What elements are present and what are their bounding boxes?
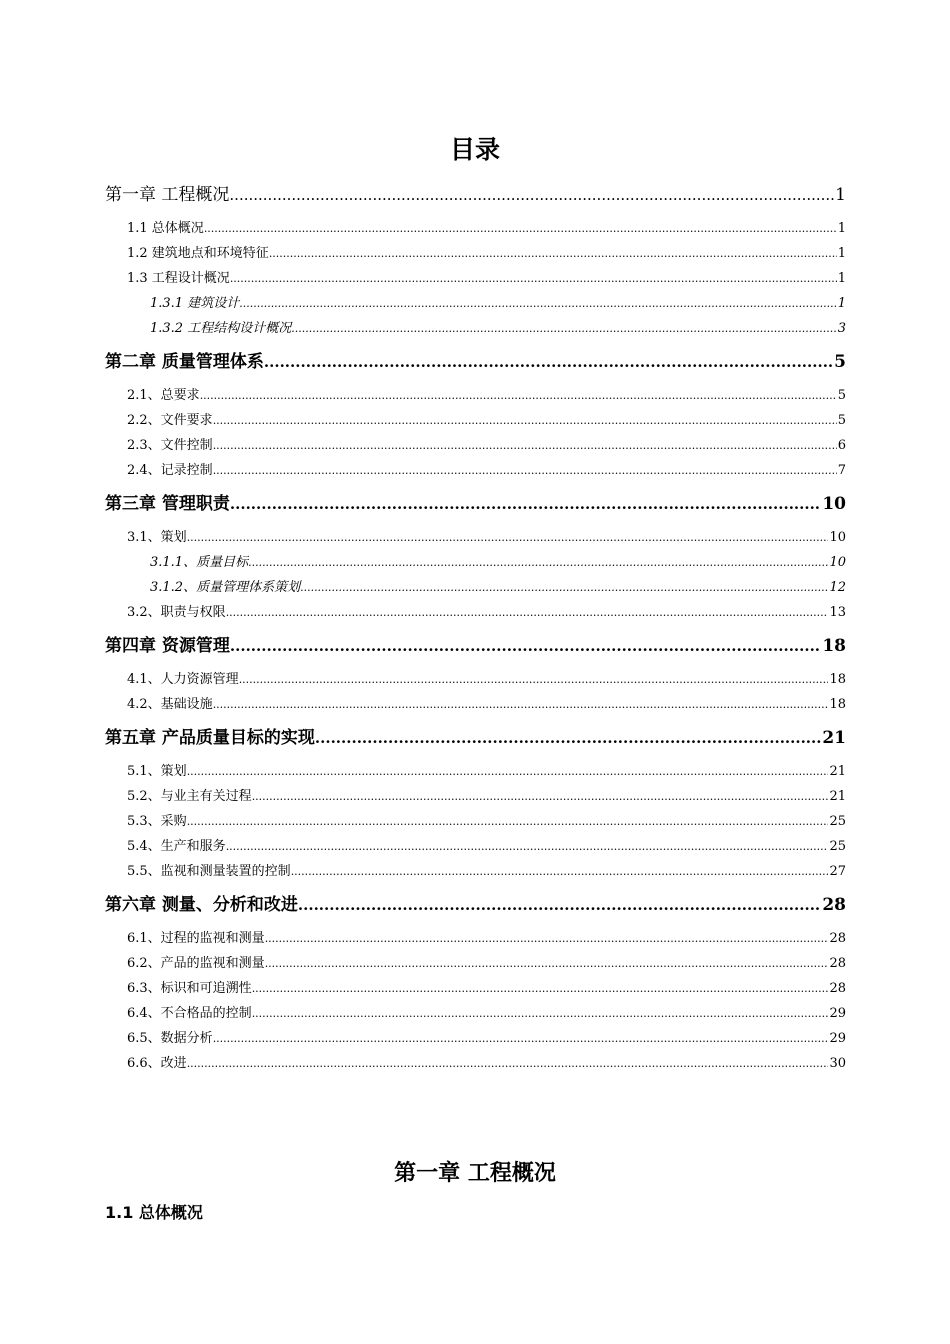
toc-page-number: 18 [829,697,846,712]
toc-leader-dots [200,383,837,408]
toc-chapter-entry[interactable] [105,723,846,757]
toc-page-number: 21 [829,764,846,779]
toc-page-number: 5 [837,413,846,428]
toc-subsection-entry[interactable] [105,316,846,341]
toc-page-number: 28 [829,956,846,971]
toc-section-entry[interactable] [105,667,846,692]
toc-entry-label: 3.1、策划 [127,530,187,545]
table-of-contents [105,180,846,1076]
toc-section-entry[interactable] [105,458,846,483]
toc-section-entry[interactable] [105,784,846,809]
toc-entry-label: 1.3 工程设计概况 [127,271,230,286]
toc-section-entry[interactable] [105,383,846,408]
toc-subsection-entry[interactable] [105,550,846,575]
toc-entry-label: 6.1、过程的监视和测量 [127,931,265,946]
toc-page-number: 18 [822,636,846,656]
toc-entry-label: 1.2 建筑地点和环境特征 [127,246,269,261]
toc-subsection-entry[interactable] [105,291,846,316]
toc-leader-dots [213,408,837,433]
toc-entry-label: 3.1.2、质量管理体系策划 [150,580,301,595]
toc-entry-label: 5.4、生产和服务 [127,839,226,854]
toc-page-number: 21 [822,728,846,748]
toc-leader-dots [187,759,829,784]
toc-section-entry[interactable] [105,692,846,717]
toc-entry-label: 1.3.1 建筑设计 [150,296,240,311]
toc-leader-dots [265,951,829,976]
toc-page-number: 29 [829,1031,846,1046]
toc-leader-dots [213,1026,829,1051]
chapter-heading: 第一章 工程概况 [394,1161,556,1186]
toc-entry-label: 4.2、基础设施 [127,697,213,712]
toc-entry-label: 6.3、标识和可追溯性 [127,981,252,996]
toc-entry-label: 6.4、不合格品的控制 [127,1006,252,1021]
toc-leader-dots [230,266,837,291]
toc-entry-label: 第六章 测量、分析和改进 [105,895,298,915]
toc-section-entry[interactable] [105,216,846,241]
toc-entry-label: 第三章 管理职责 [105,494,230,514]
toc-page-number: 1 [837,271,846,286]
toc-entry-label: 6.5、数据分析 [127,1031,213,1046]
toc-section-entry[interactable] [105,759,846,784]
toc-chapter-entry[interactable] [105,489,846,523]
toc-section-entry[interactable] [105,433,846,458]
toc-leader-dots [269,241,837,266]
toc-page-number: 5 [837,388,846,403]
toc-page-number: 13 [829,605,846,620]
toc-page-number: 12 [829,580,846,595]
toc-page-number: 1 [837,246,846,261]
toc-page-number: 3 [837,321,846,336]
toc-chapter-entry[interactable] [105,180,846,214]
toc-chapter-entry[interactable] [105,347,846,381]
toc-page-number: 18 [829,672,846,687]
toc-section-entry[interactable] [105,241,846,266]
toc-entry-label: 4.1、人力资源管理 [127,672,239,687]
toc-section-entry[interactable] [105,859,846,884]
toc-entry-label: 5.1、策划 [127,764,187,779]
toc-page-number: 10 [829,555,846,570]
toc-page-number: 27 [829,864,846,879]
toc-page-number: 1 [835,185,846,205]
toc-page-number: 28 [829,931,846,946]
toc-page-number: 5 [834,352,846,372]
toc-entry-label: 6.2、产品的监视和测量 [127,956,265,971]
toc-leader-dots [230,489,821,519]
toc-title: 目录 [449,135,500,164]
toc-leader-dots [252,1001,829,1026]
toc-leader-dots [315,723,821,753]
toc-leader-dots [226,600,829,625]
toc-entry-label: 5.2、与业主有关过程 [127,789,252,804]
toc-leader-dots [239,291,837,316]
toc-section-entry[interactable] [105,926,846,951]
toc-section-entry[interactable] [105,1026,846,1051]
toc-page-number: 7 [837,463,846,478]
toc-section-entry[interactable] [105,976,846,1001]
toc-page-number: 28 [822,895,846,915]
toc-leader-dots [252,976,829,1001]
toc-chapter-entry[interactable] [105,631,846,665]
toc-entry-label: 1.1 总体概况 [127,221,204,236]
toc-entry-label: 5.3、采购 [127,814,187,829]
toc-section-entry[interactable] [105,525,846,550]
toc-page-number: 10 [822,494,846,514]
toc-page-number: 6 [837,438,846,453]
toc-page-number: 28 [829,981,846,996]
toc-entry-label: 第五章 产品质量目标的实现 [105,728,315,748]
toc-entry-label: 6.6、改进 [127,1056,187,1071]
toc-leader-dots [229,180,834,210]
toc-leader-dots [248,550,828,575]
toc-leader-dots [265,926,829,951]
toc-leader-dots [239,667,829,692]
toc-page-number: 10 [829,530,846,545]
toc-page-number: 21 [829,789,846,804]
toc-section-entry[interactable] [105,1001,846,1026]
section-heading: 1.1 总体概况 [105,1203,203,1222]
toc-leader-dots [213,692,829,717]
toc-subsection-entry[interactable] [105,575,846,600]
toc-section-entry[interactable] [105,266,846,291]
toc-page-number: 30 [829,1056,846,1071]
toc-page-number: 25 [829,839,846,854]
toc-leader-dots [187,809,829,834]
toc-section-entry[interactable] [105,951,846,976]
toc-entry-label: 2.3、文件控制 [127,438,213,453]
toc-leader-dots [204,216,837,241]
toc-entry-label: 第四章 资源管理 [105,636,230,656]
toc-leader-dots [187,1051,829,1076]
toc-page-number: 29 [829,1006,846,1021]
toc-leader-dots [264,347,833,377]
toc-leader-dots [230,631,821,661]
toc-page-number: 1 [837,221,846,236]
toc-entry-label: 1.3.2 工程结构设计概况 [150,321,292,336]
toc-leader-dots [291,316,837,341]
toc-entry-label: 3.1.1、质量目标 [150,555,249,570]
toc-entry-label: 5.5、监视和测量装置的控制 [127,864,291,879]
toc-section-entry[interactable] [105,834,846,859]
toc-leader-dots [213,458,837,483]
toc-entry-label: 2.2、文件要求 [127,413,213,428]
toc-page-number: 1 [837,296,846,311]
toc-leader-dots [300,575,828,600]
toc-leader-dots [291,859,829,884]
toc-entry-label: 第二章 质量管理体系 [105,352,264,372]
toc-page-number: 25 [829,814,846,829]
toc-section-entry[interactable] [105,600,846,625]
toc-leader-dots [213,433,837,458]
toc-leader-dots [298,890,821,920]
toc-section-entry[interactable] [105,809,846,834]
toc-chapter-entry[interactable] [105,890,846,924]
toc-leader-dots [226,834,829,859]
toc-leader-dots [187,525,829,550]
toc-entry-label: 第一章 工程概况 [105,185,230,205]
toc-entry-label: 3.2、职责与权限 [127,605,226,620]
toc-leader-dots [252,784,829,809]
toc-entry-label: 2.1、总要求 [127,388,200,403]
toc-section-entry[interactable] [105,408,846,433]
toc-section-entry[interactable] [105,1051,846,1076]
toc-entry-label: 2.4、记录控制 [127,463,213,478]
